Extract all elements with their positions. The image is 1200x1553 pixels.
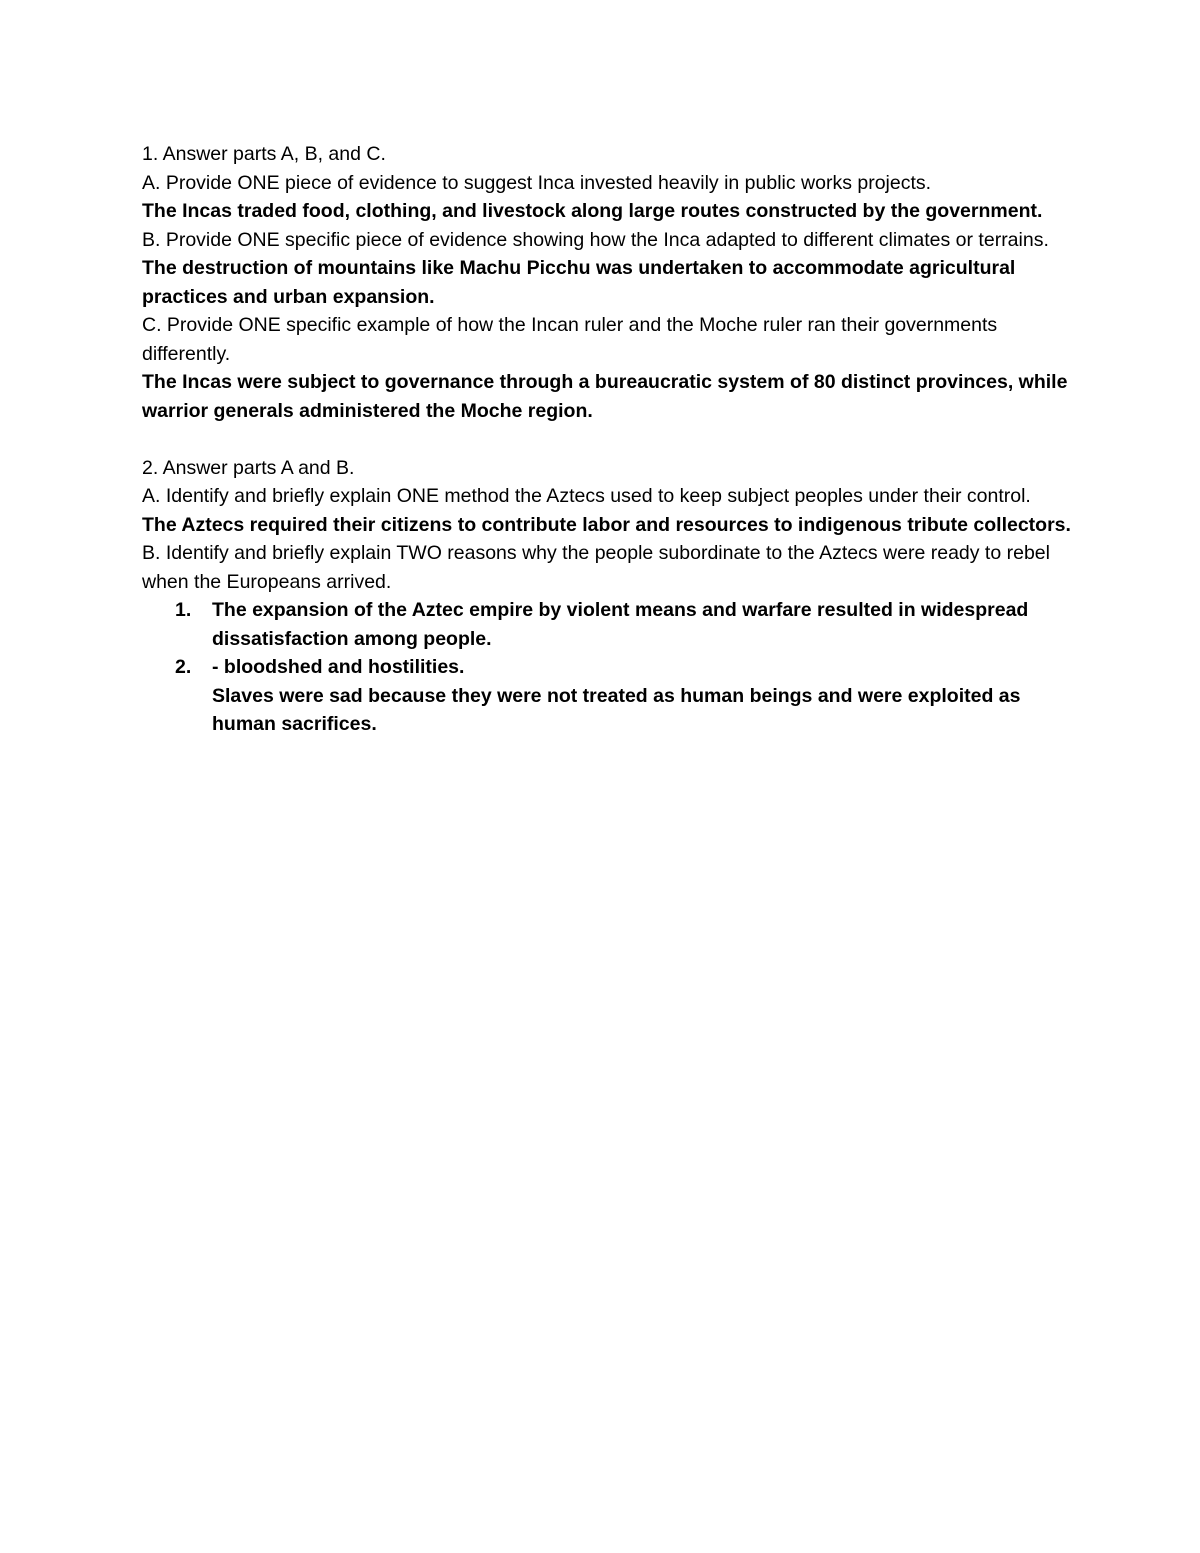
document-page xyxy=(142,140,1072,739)
list-item-text: Slaves were sad because they were not treated as human beings and were exploited as human sacrifices. xyxy=(212,684,1021,735)
list-item-text: The expansion of the Aztec empire by violent means and warfare resulted in widespread dissatisfaction among people. xyxy=(212,599,1029,650)
paragraph-spacer xyxy=(142,425,1072,454)
question-1c-prompt: C. Provide ONE specific example of how the Incan ruler and the Moche ruler ran their governments differently. xyxy=(142,314,998,365)
question-2a-prompt: A. Identify and briefly explain ONE method the Aztecs used to keep subject peoples under their control. xyxy=(142,485,1031,507)
question-2b-answer-list xyxy=(142,596,1072,739)
question-2a-answer: The Aztecs required their citizens to contribute labor and resources to indigenous tribute collectors. xyxy=(142,513,1071,536)
list-item xyxy=(142,596,1072,653)
question-1b-answer: The destruction of mountains like Machu Picchu was undertaken to accommodate agricultural practices and urban expansion. xyxy=(142,257,1016,308)
question-1b-prompt: B. Provide ONE specific piece of evidence showing how the Inca adapted to different climates or terrains. xyxy=(142,228,1049,251)
question-1c-answer: The Incas were subject to governance through a bureaucratic system of 80 distinct provinces, while warrior generals administered the Moche region. xyxy=(142,371,1068,422)
question-2b-prompt: B. Identify and briefly explain TWO reasons why the people subordinate to the Aztecs were ready to rebel when the Europeans arrived. xyxy=(142,542,1050,593)
list-item-number: 2. xyxy=(175,656,192,678)
list-item-text: - bloodshed and hostilities. xyxy=(212,656,465,678)
question-1a-prompt: A. Provide ONE piece of evidence to suggest Inca invested heavily in public works projects. xyxy=(142,171,932,194)
question-1a-answer: The Incas traded food, clothing, and livestock along large routes constructed by the government. xyxy=(142,200,1043,222)
list-item xyxy=(142,653,1072,739)
question-2-heading: 2. Answer parts A and B. xyxy=(142,456,355,479)
question-1-heading: 1. Answer parts A, B, and C. xyxy=(142,143,386,165)
list-item-number: 1. xyxy=(175,599,192,621)
